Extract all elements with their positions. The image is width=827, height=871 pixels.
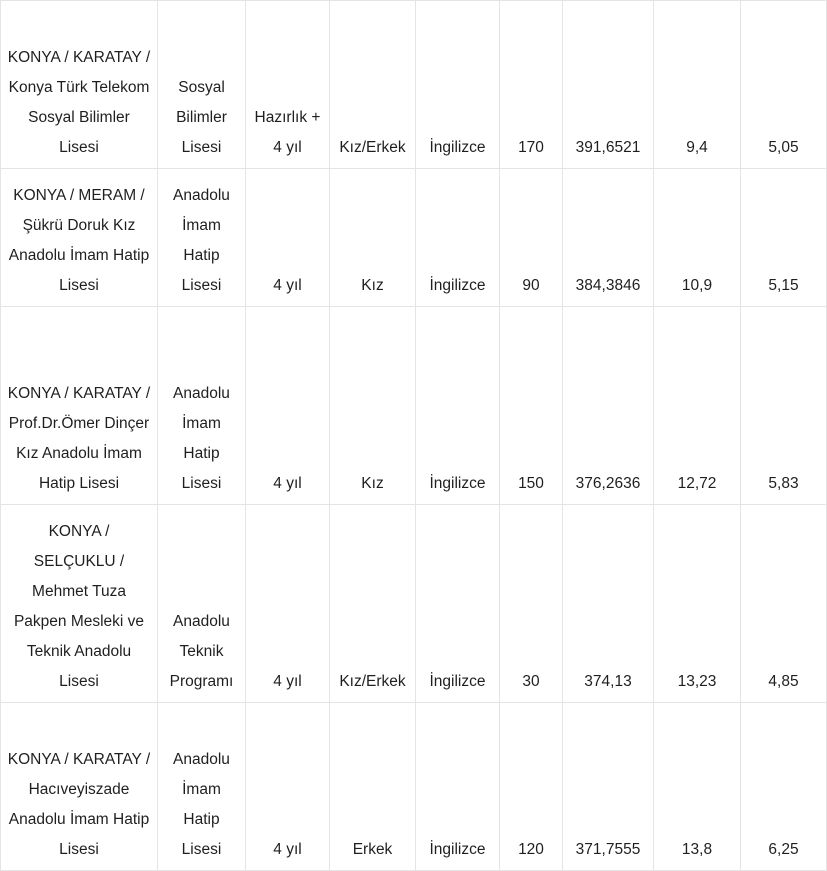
language-cell: İngilizce <box>416 307 500 505</box>
last-value-cell: 5,05 <box>741 1 827 169</box>
school-name-cell: KONYA / MERAM / Şükrü Doruk Kız Anadolu İmam Hatip Lisesi <box>1 169 158 307</box>
percentile-cell: 10,9 <box>654 169 741 307</box>
last-value-cell: 5,15 <box>741 169 827 307</box>
language-cell: İngilizce <box>416 505 500 703</box>
duration-cell: 4 yıl <box>246 307 330 505</box>
table-row <box>1 1 827 169</box>
duration-cell: Hazırlık + 4 yıl <box>246 1 330 169</box>
score-cell: 376,2636 <box>563 307 654 505</box>
school-type-cell: Sosyal Bilimler Lisesi <box>158 1 246 169</box>
school-type-cell: Anadolu İmam Hatip Lisesi <box>158 169 246 307</box>
school-name-cell: KONYA / KARATAY / Hacıveyiszade Anadolu İmam Hatip Lisesi <box>1 703 158 871</box>
score-cell: 391,6521 <box>563 1 654 169</box>
school-name-cell: KONYA / KARATAY / Prof.Dr.Ömer Dinçer Kız Anadolu İmam Hatip Lisesi <box>1 307 158 505</box>
percentile-cell: 9,4 <box>654 1 741 169</box>
last-value-cell: 6,25 <box>741 703 827 871</box>
percentile-cell: 13,23 <box>654 505 741 703</box>
quota-cell: 90 <box>500 169 563 307</box>
percentile-cell: 12,72 <box>654 307 741 505</box>
language-cell: İngilizce <box>416 703 500 871</box>
quota-cell: 150 <box>500 307 563 505</box>
language-cell: İngilizce <box>416 1 500 169</box>
gender-cell: Kız/Erkek <box>330 1 416 169</box>
school-name-cell: KONYA / KARATAY / Konya Türk Telekom Sosyal Bilimler Lisesi <box>1 1 158 169</box>
school-type-cell: Anadolu İmam Hatip Lisesi <box>158 703 246 871</box>
gender-cell: Kız <box>330 307 416 505</box>
school-type-cell: Anadolu İmam Hatip Lisesi <box>158 307 246 505</box>
duration-cell: 4 yıl <box>246 703 330 871</box>
table-row <box>1 307 827 505</box>
quota-cell: 120 <box>500 703 563 871</box>
gender-cell: Kız/Erkek <box>330 505 416 703</box>
table-row <box>1 169 827 307</box>
percentile-cell: 13,8 <box>654 703 741 871</box>
school-name-cell: KONYA / SELÇUKLU / Mehmet Tuza Pakpen Mesleki ve Teknik Anadolu Lisesi <box>1 505 158 703</box>
score-cell: 374,13 <box>563 505 654 703</box>
gender-cell: Kız <box>330 169 416 307</box>
score-cell: 384,3846 <box>563 169 654 307</box>
school-type-cell: Anadolu Teknik Programı <box>158 505 246 703</box>
quota-cell: 170 <box>500 1 563 169</box>
last-value-cell: 4,85 <box>741 505 827 703</box>
language-cell: İngilizce <box>416 169 500 307</box>
score-cell: 371,7555 <box>563 703 654 871</box>
table-row <box>1 505 827 703</box>
gender-cell: Erkek <box>330 703 416 871</box>
quota-cell: 30 <box>500 505 563 703</box>
last-value-cell: 5,83 <box>741 307 827 505</box>
duration-cell: 4 yıl <box>246 169 330 307</box>
duration-cell: 4 yıl <box>246 505 330 703</box>
table-row <box>1 703 827 871</box>
